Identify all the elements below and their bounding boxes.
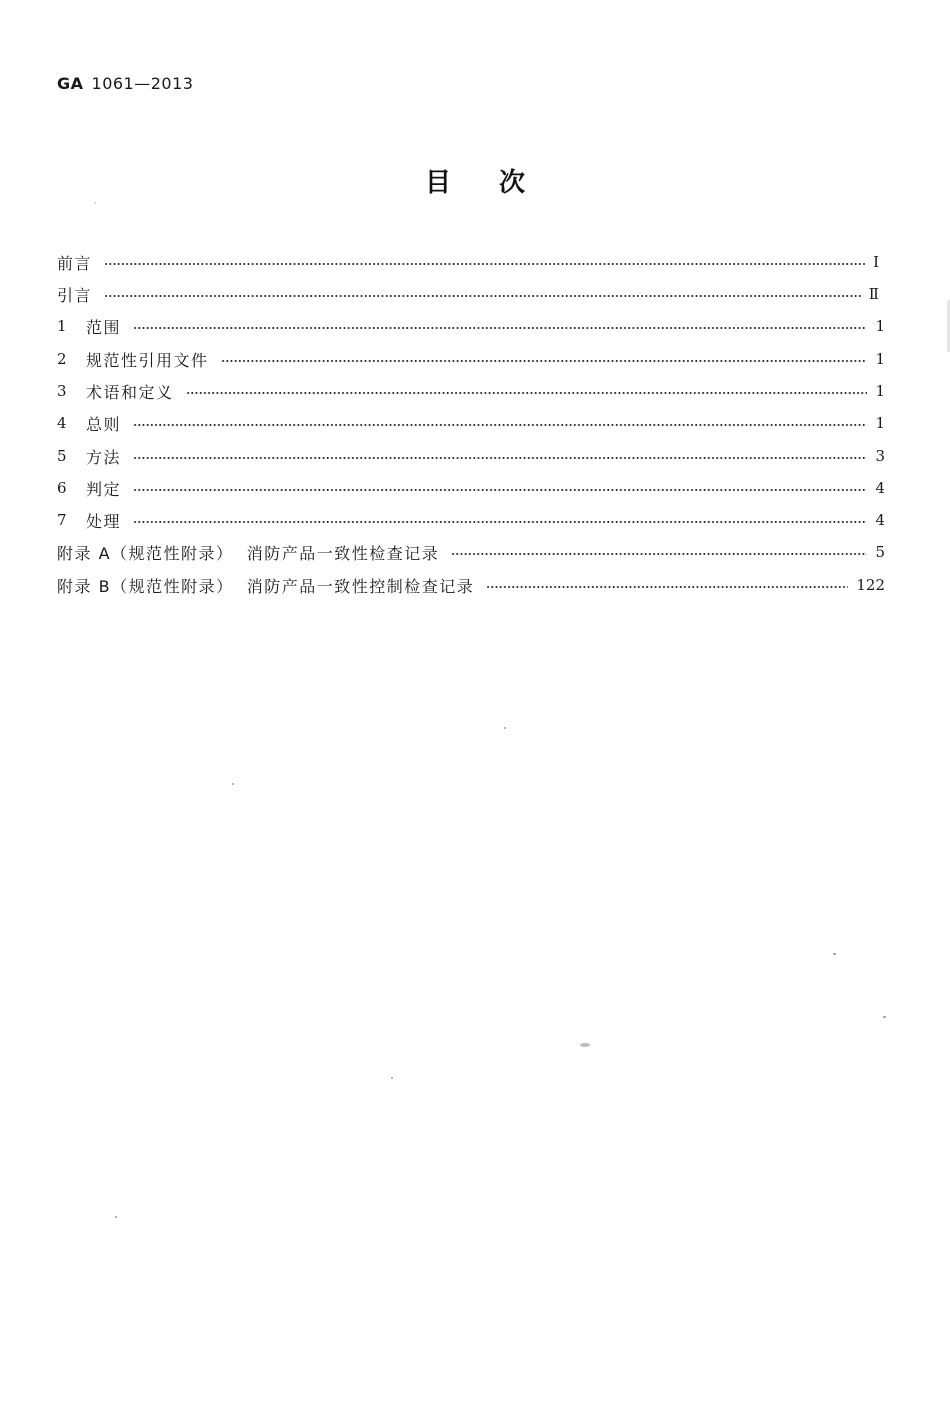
toc-label: 总则: [86, 414, 122, 434]
toc-page: 1: [875, 350, 885, 368]
toc-label: 判定: [86, 479, 122, 499]
toc-leader-dots: [133, 489, 867, 491]
toc-entry-section-7[interactable]: [57, 507, 885, 533]
toc-label: 术语和定义: [86, 382, 174, 402]
toc-label: 前言: [57, 253, 93, 273]
standard-number: 1061—2013: [91, 74, 194, 93]
toc-label: 范围: [86, 317, 122, 337]
toc-entry-section-4[interactable]: [57, 410, 885, 436]
toc-number: 3: [57, 382, 67, 400]
toc-number: 6: [57, 479, 67, 497]
toc-page: 5: [875, 543, 885, 561]
toc-leader-dots: [133, 457, 867, 459]
toc-number: 2: [57, 350, 67, 368]
toc-entry-appendix-b[interactable]: [57, 572, 885, 598]
toc-number: 5: [57, 447, 67, 465]
scan-speck: [504, 727, 506, 729]
toc-label: 处理: [86, 511, 122, 531]
toc-number: 7: [57, 511, 67, 529]
toc-leader-dots: [451, 553, 867, 555]
toc-page: Ⅰ: [873, 253, 879, 271]
scan-speck: [580, 1043, 590, 1047]
toc-page: Ⅱ: [868, 285, 879, 303]
toc-entry-section-6[interactable]: [57, 475, 885, 501]
toc-label: 附录 A（规范性附录） 消防产品一致性检查记录: [57, 543, 440, 563]
toc-label: 方法: [86, 447, 122, 467]
toc-entry-section-1[interactable]: [57, 313, 885, 339]
toc-leader-dots: [186, 392, 868, 394]
toc-page: 3: [875, 447, 885, 465]
scan-speck: [391, 1077, 393, 1079]
page-title: 目次: [424, 168, 573, 198]
toc-entry-foreword[interactable]: [57, 249, 879, 275]
toc-leader-dots: [221, 360, 868, 362]
toc-label: 引言: [57, 285, 93, 305]
toc-page: 122: [856, 576, 885, 594]
standard-prefix: GA: [57, 74, 84, 93]
toc-leader-dots: [133, 521, 867, 523]
toc-entry-section-3[interactable]: [57, 378, 885, 404]
scan-speck: [883, 1016, 886, 1018]
scan-speck: [232, 783, 234, 785]
toc-leader-dots: [133, 327, 867, 329]
toc-page: 1: [875, 382, 885, 400]
toc-leader-dots: [104, 263, 865, 265]
toc-leader-dots: [133, 424, 867, 426]
toc-page: 1: [875, 317, 885, 335]
toc-number: 4: [57, 414, 67, 432]
toc-leader-dots: [104, 295, 861, 297]
toc-entry-appendix-a[interactable]: [57, 539, 885, 565]
scan-speck: [833, 953, 836, 955]
scan-speck: [94, 202, 96, 204]
toc-label: 规范性引用文件: [86, 350, 209, 370]
toc-leader-dots: [486, 586, 848, 588]
standard-code: [57, 74, 193, 93]
toc-page: 4: [875, 511, 885, 529]
toc-label: 附录 B（规范性附录） 消防产品一致性控制检查记录: [57, 576, 475, 596]
toc-entry-section-2[interactable]: [57, 346, 885, 372]
toc-page: 1: [875, 414, 885, 432]
scan-speck: [115, 1216, 117, 1218]
toc-number: 1: [57, 317, 67, 335]
toc-entry-introduction[interactable]: [57, 281, 879, 307]
toc-entry-section-5[interactable]: [57, 443, 885, 469]
toc-page: 4: [875, 479, 885, 497]
